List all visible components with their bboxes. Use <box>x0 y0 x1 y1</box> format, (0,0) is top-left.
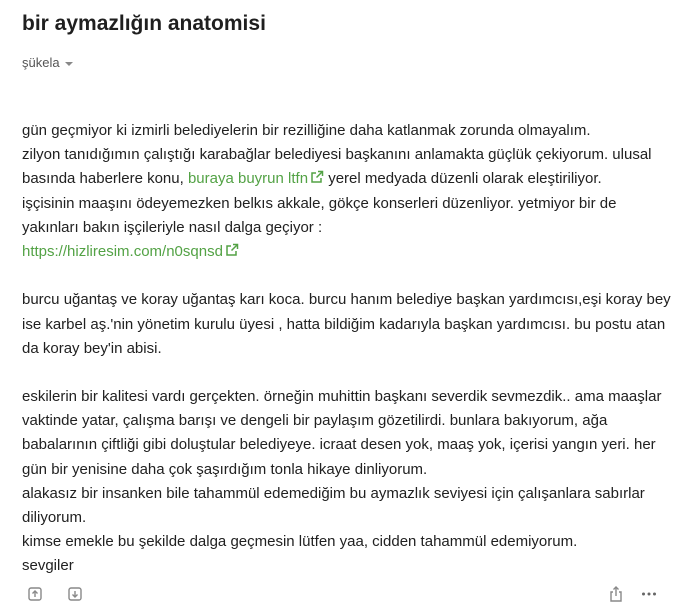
sort-dropdown[interactable] <box>22 55 73 70</box>
entry-line: ise karbel aş.'nin yönetim kurulu üyesi , hatta bildiğim kadarıyla başkan yardımcısı. bu postu atan <box>22 315 666 333</box>
share-button[interactable] <box>606 584 626 604</box>
upvote-button[interactable] <box>25 584 45 604</box>
entry-line: işçisinin maaşını ödeyemezken belkıs akkale, gökçe konserleri düzenliyor. yetmiyor bir de <box>22 194 617 212</box>
url-link[interactable]: https://hizliresim.com/n0sqnsd <box>22 243 239 260</box>
entry-line: babalarının çiftliği gibi doluştular belediyeye. icraat desen yok, maaş yok, içerisi yangın yeri. her <box>22 436 656 454</box>
entry-line: alakasız bir insanken bile tahammül edemediğim bu aymazlık seviyesi için çalışanlara sabırlar <box>22 484 645 502</box>
entry-line: eskilerin bir kalitesi vardı gerçekten. örneğin muhittin başkanı severdik sevmezdik.. ama maaşlar <box>22 388 662 406</box>
external-link-icon <box>310 170 324 184</box>
entry-line: kimse emekle bu şekilde dalga geçmesin lütfen yaa, cidden tahammül edemiyorum. <box>22 533 578 551</box>
external-link-icon <box>225 243 239 257</box>
entry-line: sevgiler <box>22 557 74 575</box>
entry-line: vaktinde yatar, çalışma barışı ve dengeli bir paylaşım gözetilirdi. bunlara bakıyorum, ağa <box>22 412 608 430</box>
paragraph-gap <box>22 361 672 385</box>
inline-link[interactable]: buraya buyrun ltfn <box>188 170 324 187</box>
entry-content <box>22 119 672 579</box>
caret-down-icon <box>65 62 73 66</box>
entry-line <box>22 240 672 264</box>
entry-line-text: basında haberlere konu, <box>22 170 184 188</box>
entry-line: da koray bey'in abisi. <box>22 339 162 357</box>
sort-label: şükela <box>22 55 60 70</box>
paragraph-gap <box>22 264 672 288</box>
entry-line: gün bir yenisine daha çok şaşırdığım tonla hikaye dinliyorum. <box>22 460 428 478</box>
entry-footer <box>0 584 682 606</box>
topic-title[interactable]: bir aymazlığın anatomisi <box>22 12 266 35</box>
more-icon <box>641 591 657 597</box>
entry-line: yakınları bakın işçileriyle nasıl dalga geçiyor : <box>22 218 323 236</box>
downvote-button[interactable] <box>65 584 85 604</box>
share-icon <box>609 586 623 602</box>
upvote-icon <box>28 587 42 601</box>
entry-line: zilyon tanıdığımın çalıştığı karabağlar belediyesi başkanını anlamakta güçlük çekiyorum. ulusal <box>22 146 652 164</box>
entry-line-text: yerel medyada düzenli olarak eleştiriliyor. <box>328 170 602 188</box>
entry-line: diliyorum. <box>22 509 87 526</box>
more-options-button[interactable] <box>639 584 659 604</box>
entry-line: burcu uğantaş ve koray uğantaş karı koca. burcu hanım belediye başkan yardımcısı,eşi koray bey <box>22 291 671 309</box>
entry-line <box>22 167 672 191</box>
entry-line: gün geçmiyor ki izmirli belediyelerin bir rezilliğine daha katlanmak zorunda olmayalım. <box>22 122 591 139</box>
downvote-icon <box>68 587 82 601</box>
